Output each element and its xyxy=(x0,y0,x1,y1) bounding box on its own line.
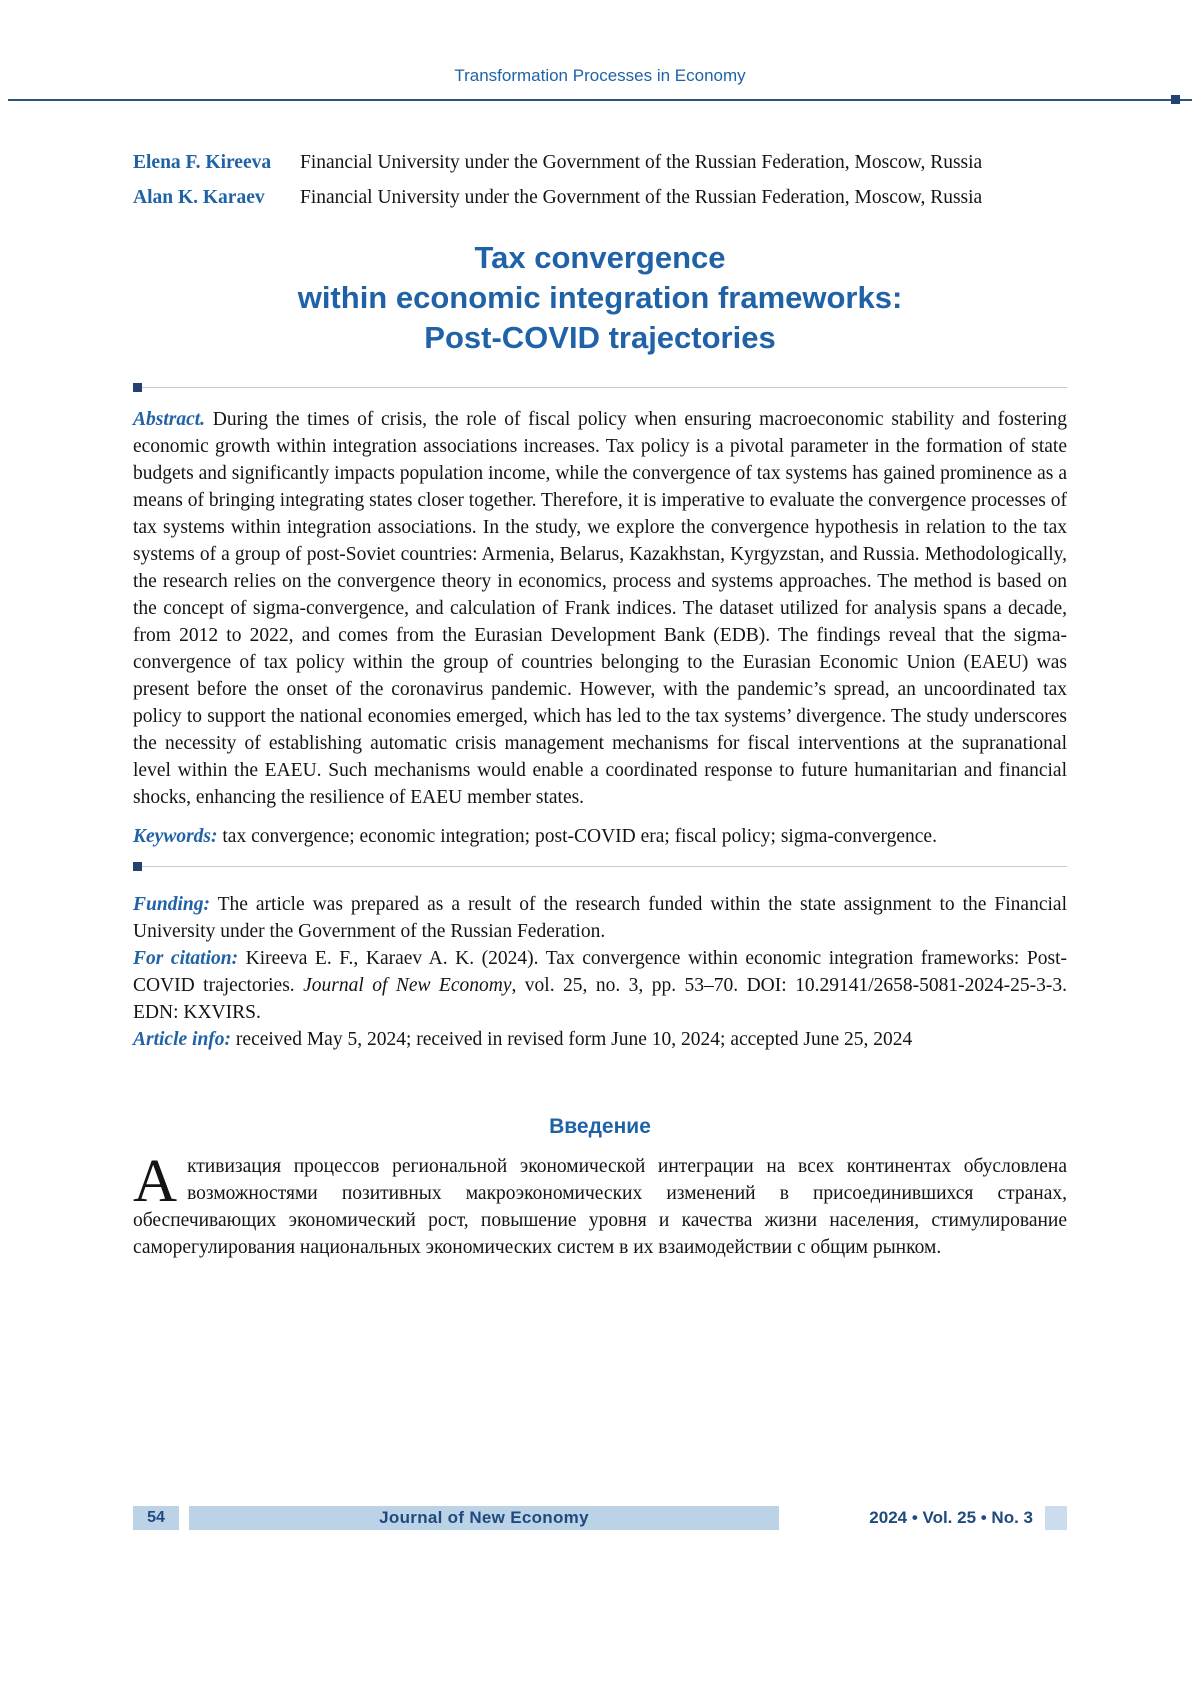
page-number: 54 xyxy=(133,1506,179,1530)
section-heading: Введение xyxy=(549,1114,651,1138)
footer-end-square xyxy=(1045,1506,1067,1530)
author-affiliation: Financial University under the Government of the Russian Federation, Moscow, Russia xyxy=(300,152,983,173)
abstract-text: During the times of crisis, the role of fiscal policy when ensuring macroeconomic stability and fostering economic growth within integration associations increases. Tax policy is a pivotal parameter in the formation of state budgets and significantly impacts population income, while the convergence of tax systems has gained prominence as a means of bringing integrating states closer together. Therefore, it is imperative to evaluate the convergence processes of tax systems within integration associations. In the study, we explore the convergence hypothesis in relation to the tax systems of a group of post-Soviet countries: Armenia, Belarus, Kazakhstan, Kyrgyzstan, and Russia. Methodologically, the research relies on the convergence theory in economics, process and systems approaches. The method is based on the concept of sigma-convergence, and calculation of Frank indices. The dataset utilized for analysis spans a decade, from 2012 to 2022, and comes from the Eurasian Development Bank (EDB). The findings reveal that the sigma-convergence of tax policy within the group of countries belonging to the Eurasian Economic Union (EAEU) was present before the onset of the coronavirus pandemic. However, with the pandemic’s spread, an uncoordinated tax policy to support the national economies emerged, which has led to the tax systems’ divergence. The study underscores the necessity of establishing automatic crisis management mechanisms for fiscal interventions at the supranational level within the EAEU. Such mechanisms would enable a coordinated response to future humanitarian and financial shocks, enhancing the resilience of EAEU member states. xyxy=(133,408,1068,808)
abstract-label: Abstract. xyxy=(133,408,206,430)
keywords-label: Keywords: xyxy=(133,825,218,847)
funding-label: Funding: xyxy=(133,893,210,915)
header-rule-square xyxy=(1171,95,1180,104)
running-head: Transformation Processes in Economy xyxy=(454,66,746,85)
author-row xyxy=(133,150,1067,176)
journal-name-italic: Journal of New Economy xyxy=(303,974,512,996)
footer xyxy=(133,1506,1067,1530)
article-meta xyxy=(133,891,1067,1053)
journal-name-bar xyxy=(189,1506,779,1530)
issue-info: 2024 • Vol. 25 • No. 3 xyxy=(869,1508,1033,1527)
citation xyxy=(133,945,1067,1026)
article-title xyxy=(133,238,1067,359)
header-rule xyxy=(8,99,1192,101)
divider xyxy=(133,866,1067,867)
abstract xyxy=(133,406,1067,811)
title-line: Post-COVID trajectories xyxy=(424,320,776,356)
citation-text-after: , vol. 25, no. 3, pp. 53–70. DOI: 10.29141/2658-5081-2024-25-3-3. EDN: KXVIRS. xyxy=(133,974,1067,1023)
title-line: within economic integration frameworks: xyxy=(297,279,903,315)
citation-text-before: Kireeva E. F., Karaev A. K. (2024). Tax convergence within economic integration frameworks: Post-COVID trajectories. xyxy=(133,947,1067,996)
divider xyxy=(133,387,1067,388)
funding xyxy=(133,891,1067,945)
page-content xyxy=(133,150,1067,1261)
divider-square xyxy=(133,383,142,392)
journal-name: Journal of New Economy xyxy=(379,1508,589,1527)
author-row xyxy=(133,185,1067,211)
article-info-label: Article info: xyxy=(133,1028,232,1050)
keywords xyxy=(133,823,1067,850)
divider-square xyxy=(133,862,142,871)
keywords-text: tax convergence; economic integration; post-COVID era; fiscal policy; sigma-convergence. xyxy=(222,825,937,847)
funding-text: The article was prepared as a result of the research funded within the state assignment to the Financial University under the Government of the Russian Federation. xyxy=(133,893,1067,942)
author-affiliation: Financial University under the Government of the Russian Federation, Moscow, Russia xyxy=(300,187,983,209)
title-line: Tax convergence xyxy=(474,239,726,275)
intro-text: ктивизация процессов региональной экономической интеграции на всех континентах обусловлена возможностями позитивных макроэкономических изменений в присоединившихся странах, обеспечивающих экономический рост, повышение уровня и качества жизни населения, стимулирование саморегулирования национальных экономических систем в их взаимодействии с общим рынком. xyxy=(133,1155,1067,1258)
article-info-text: received May 5, 2024; received in revised form June 10, 2024; accepted June 25, 2024 xyxy=(235,1028,913,1050)
author-name: Elena F. Kireeva xyxy=(133,152,272,173)
dropcap: А xyxy=(133,1147,178,1215)
intro-paragraph xyxy=(133,1147,1067,1261)
article-info xyxy=(133,1026,1067,1053)
citation-text xyxy=(133,948,1067,1023)
author-name: Alan K. Karaev xyxy=(133,187,265,209)
citation-label: For citation: xyxy=(133,947,239,969)
authors-block xyxy=(133,150,1067,212)
